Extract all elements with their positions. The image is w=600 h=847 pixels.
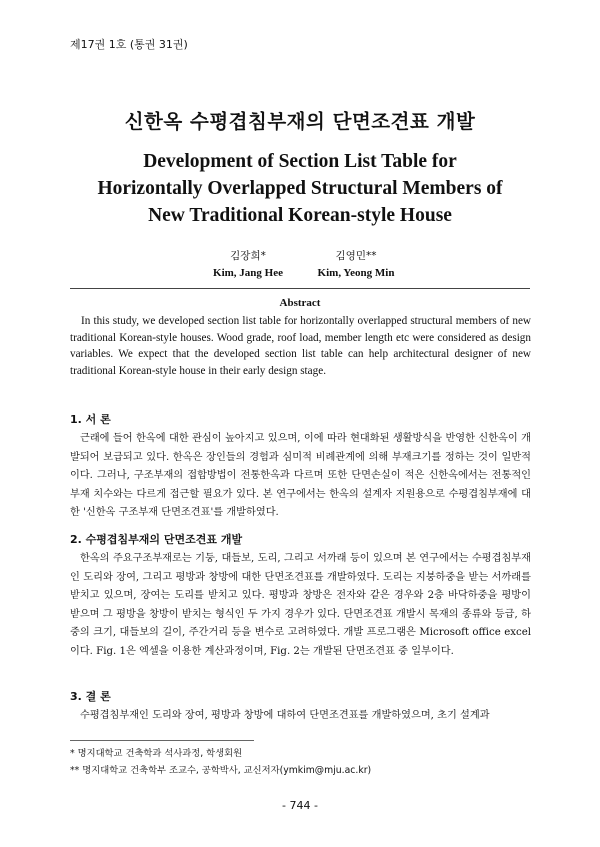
author-2-korean-name: 김영민** [335,250,377,262]
footnote-divider [70,740,254,741]
section-2-text: 한옥의 주요구조부재로는 기둥, 대들보, 도리, 그리고 서까래 등이 있으며 본 연구에서는 수평겹침부재인 도리와 장여, 그리고 평방과 창방에 대한 단면조견표를 개발하였다. 도리는 지붕하중을 받는 서까래를 받치고 있으며, 장여는 도리를 받치고 있다. 평방과 창방은 전자와 같은 경우와 2층 바닥하중을 평방이 받으며 그 평방을 창방이 받치는 형식인 두 가지 경우가 있다. 단면조견표 개발시 목재의 종류와 등급, 하중의 크기, 대들보의 길이, 주간거리 등을 변수로 고려하였다. 개발 프로그램은 Microsoft office excel 이다. Fig. 1은 엑셀을 이용한 계산과정이며, Fig. 2는 개발된 단면조견표 중 일부이다. [70,553,531,657]
korean-title: 신한옥 수평겹침부재의 단면조견표 개발 [124,110,476,133]
header-divider [70,288,530,289]
section-1-heading: 1. 서 론 [70,413,111,426]
footnote-2: ** 명지대학교 건축학부 조교수, 공학박사, 교신저자(ymkim@mju.ac.kr) [70,765,372,776]
abstract-heading: Abstract [279,297,321,309]
author-1-english-name: Kim, Jang Hee [213,267,283,279]
english-title: Development of Section List Table for Horizontally Overlapped Structural Members of New Traditional Korean-style House [97,151,503,226]
author-1-korean-name: 김장희* [230,250,266,262]
author-2 [286,248,426,279]
section-3-text: 수평겹침부재인 도리와 장여, 평방과 창방에 대하여 단면조견표를 개발하였으며, 초기 설계과 [80,710,490,721]
footnote-1: * 명지대학교 건축학과 석사과정, 학생회원 [70,748,243,759]
journal-issue-note: 제17권 1호 (통권 31권) [70,38,188,51]
abstract-text: In this study, we developed section list table for horizontally overlapped structural members of new traditional Korean-style houses. Wood grade, roof load, member length etc were considered as design variables. We expect that the developed section list table can help architectural designer of new traditional Korean-style house in their early design stage. [70,315,531,377]
section-2-heading: 2. 수평겹침부재의 단면조견표 개발 [70,533,243,546]
section-3-heading: 3. 결 론 [70,690,111,703]
section-1-text: 근래에 들어 한옥에 대한 관심이 높아지고 있으며, 이에 따라 현대화된 생활방식을 반영한 신한옥이 개발되어 보급되고 있다. 한옥은 장인들의 경험과 심미적 비례관계에 의해 부재크기를 정하는 것이 일반적이다. 그러나, 구조부재의 접합방법이 전통한옥과 다르며 또한 단면손실이 적은 신한옥에서는 전통적인 부재 치수와는 다르게 접근할 필요가 있다. 본 연구에서는 한옥의 설계자 지원용으로 수평겹침부재에 대한 '신한옥 구조부재 단면조견표'를 개발하였다. [70,433,531,519]
author-2-english-name: Kim, Yeong Min [317,267,395,279]
page-number: - 744 - [282,799,318,812]
